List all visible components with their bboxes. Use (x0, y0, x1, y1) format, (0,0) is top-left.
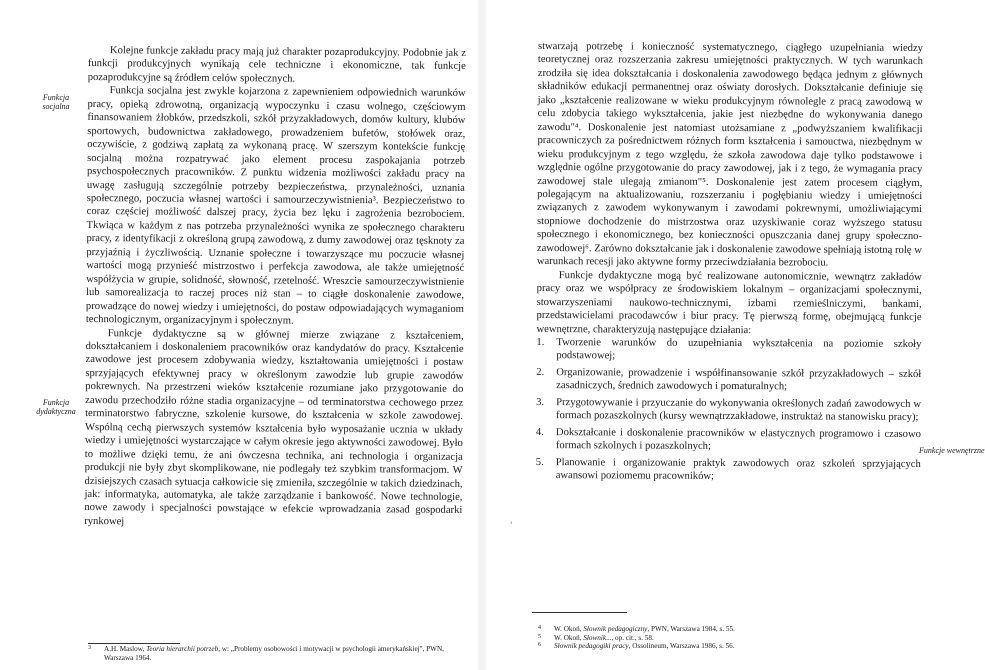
internal-functions-list (536, 336, 922, 485)
paragraph-funkcje-realizacja: Funkcje dydaktyczne mogą być realizowane autonomicznie, wewnątrz zakładów pracy oraz we współpracy ze środowiskiem lokalnym – organizacjami społecznymi, stowarzyszeniami naukowo-technicznymi, izbami rzemieślniczymi, bankami, przedstawicielami pracodawców i biur pracy. Tę pierwszą formę, obejmującą funkcje wewnętrzne, charakteryzują następujące działania: (536, 269, 922, 336)
list-item (536, 336, 921, 365)
page-gutter (478, 0, 486, 670)
list-item-text: Dokształcanie i doskonalenie pracowników w elastycznych programowo i czasowo formach szkolnych i pozaszkolnych; (555, 426, 921, 453)
list-item-text: Organizowanie, prowadzenie i współfinansowanie szkół przyzakładowych – szkół zasadniczych, średnich zawodowych i pomaturalnych; (556, 366, 922, 393)
right-body-text (536, 40, 923, 488)
paragraph-intro: Kolejne funkcje zakładu pracy mają już charakter pozaprodukcyjny. Podobnie jak z funkcji produkcyjnych wynikają cele techniczne i ekonomiczne, tak funkcje pozaprodukcyjne są źródłem celów społecznych. (87, 45, 466, 85)
list-item-text: Tworzenie warunków do uzupełniania wykształcenia na poziomie szkoły podstawowej; (556, 337, 922, 362)
footnote-publication: ..., op. cit., s. 58. (606, 633, 654, 642)
list-item (536, 366, 921, 395)
footnotes-right (538, 625, 918, 651)
paragraph-funkcja-socjalna: Funkcja socjalna jest zwykle kojarzona z zapewnieniem odpowiednich warunków pracy, opieką zdrowotną, organizacją wypoczynku i czasu wolnego, częściowym finansowaniem żłobków, przedszkoli, szkół przyzakładowych, domów kultury, klubów sportowych, budownictwa zakładowego, prowadzeniem bufetów, stołówek oraz, oczywiście, z godziwą zapłatą za wykonaną pracę. W szerszym kontekście funkcję socjalną można rozpatrywać jako element procesu zaspokajania potrzeb psychospołecznych pracowników. Z punktu widzenia możliwości zakładu pracy na uwagę zasługują szczególnie potrzeby bezpieczeństwa, przynależności, uznania społecznego, poczucia własnej wartości i samourzeczywistnienia³. Bezpieczeństwo to coraz częściej możliwość dalszej pracy, życia bez lęku i zagrożenia bezrobociem. Tkwiąca w każdym z nas potrzeba przynależności wynika ze społecznego charakteru pracy, z identyfikacji z określoną grupą zawodową, z dumy zawodowej oraz tęsknoty za przyjaźnią i życzliwością. Uznanie społeczne i towarzyszące mu poczucie własnej wartości mogą przynieść mistrzostwo i perfekcja zawodowa, ale także umiejętność współżycia w grupie, solidność, słowność, rzetelność. Wreszcie samourzeczywistnienie lub samorealizacja to raczej proces niż stan – to ciągłe doskonalenie zawodowe, prowadzące do nowej wiedzy i umiejętności, do postaw odpowiadających wymaganiom technologicznym, organizacyjnym i społecznym. (85, 85, 466, 327)
footnote-publication: , PWN, Warszawa 1984, s. 55. (647, 625, 735, 633)
footnote-title: Słownik pedagogiczny (583, 625, 648, 633)
list-item-text: Przygotowywanie i przyuczanie do wykonywania określonych zadań zawodowych w formach pozaszkolnych (kursy wewnątrzzakładowe, instruktaż na stanowisku pracy); (556, 396, 922, 424)
footnote-4 (538, 625, 918, 634)
left-page (0, 0, 478, 670)
list-item-number: 4. (535, 426, 544, 438)
list-item-text: Planowanie i organizowanie praktyk zawodowych oraz szkoleń sprzyjających awansowi poziomemu pracowników; (555, 456, 921, 482)
footnote-author: W. Okoń, (554, 633, 584, 642)
stray-print-mark: ʻ (510, 520, 513, 529)
margin-note-funkcje-wewnetrzne: Funkcje wewnętrzne (919, 446, 985, 455)
footnote-5 (538, 634, 918, 643)
footnote-number: 6 (538, 642, 541, 649)
footnote-number: 3 (88, 645, 91, 651)
footnote-rule (532, 612, 627, 613)
list-item-number: 1. (536, 336, 545, 349)
paragraph-continuation: stwarzają potrzebę i konieczność systematycznego, ciągłego uzupełniania wiedzy teoretycznej oraz rozszerzania zakresu umiejętności praktycznych. W tych warunkach zrodziła się idea dokształcania i doskonalenia zawodowego będąca jednym z głównych składników edukacji permanentnej oraz oświaty dorosłych. Dokształcanie definiuje się jako „kształcenie realizowane w wieku produkcyjnym równolegle z pracą zawodową w celu zdobycia takiego wykształcenia, jakie jest niezbędne do wykonywania danego zawodu"⁴. Doskonalenie jest natomiast utożsamiane z „podwyższaniem kwalifikacji pracowniczych za pośrednictwem różnych form kształcenia i samouctwa, niezbędnym w wieku produkcyjnym z tego względu, że szkoła zawodowa daje tylko podstawowe i względnie ogólne przygotowanie do pracy zawodowej, jak i z tego, że wymagania pracy zawodowej stale ulegają zmianom"⁵. Doskonalenie jest zatem procesem ciągłym, polegającym na aktualizowaniu, rozszerzaniu i pogłębianiu wiedzy i umiejętności związanych z zawodem wykonywanym i zawodami pokrewnymi, umożliwiającymi stopniowe dochodzenie do mistrzostwa oraz uzyskiwanie coraz wyższego statusu społecznego i ekonomicznego, bez konieczności opuszczania danej grupy społeczno-zawodowej⁶. Zarówno dokształcanie jak i doskonalenie zawodowe spełniają istotną rolę w warunkach recesji jako aktywne formy przeciwdziałania bezrobociu. (536, 40, 923, 269)
footnote-3 (88, 645, 468, 662)
footnote-author: A.H. Maslow, (104, 645, 147, 653)
list-item (536, 396, 921, 425)
footnote-number: 5 (538, 633, 541, 640)
margin-note-dydaktyczna: Funkcja dydaktyczna (36, 398, 76, 416)
footnotes-left (88, 645, 468, 662)
footnote-publication: , w: „Problemy osobowości i motywacji w psychologii amerykańskiej", PWN, Warszawa 1964. (104, 645, 444, 662)
paragraph-funkcje-dydaktyczne: Funkcje dydaktyczne są w głównej mierze związane z kształceniem, dokształcaniem i doskonaleniem pracowników oraz kandydatów do pracy. Kształcenie zawodowe jest procesem zdobywania wiedzy, kształtowania umiejętności i postaw sprzyjających efektywnej pracy w określonym zawodzie lub grupie zawodów pokrewnych. Na przestrzeni wieków kształcenie rozumiane jako przygotowanie do zawodu przechodziło różne stadia organizacyjne – od terminatorstwa cechowego przez terminatorstwo fabryczne, szkolenie kursowe, do kształcenia w szkole zawodowej. Wspólną cechą pierwszych systemów kształcenia było wyposażanie ucznia w układy wiedzy i umiejętności wystarczające w całym okresie jego aktywności zawodowej. Było to możliwe dzięki temu, że ani ówczesna technika, ani technologia i organizacja produkcji nie były zbyt skomplikowane, nie podlegały też szybkim transformacjom. W dzisiejszych czasach sytuacja całkowicie się zmieniła, szczególnie w takich dziedzinach, jak: informatyka, automatyka, ale także zarządzanie i bankowość. Nowe technologie, nowe zawody i specjalności powstające w efekcie wprowadzania zasad gospodarki rynkowej (84, 327, 464, 528)
footnote-title: Teoria hierarchii potrzeb (146, 645, 219, 653)
list-item-number: 5. (535, 456, 544, 468)
footnote-title: Słownik (583, 633, 607, 642)
right-page (486, 0, 985, 670)
footnote-publication: , Ossolineum, Warszawa 1986, s. 56. (628, 642, 735, 651)
list-item (536, 426, 921, 455)
list-item (536, 456, 921, 485)
footnote-6 (538, 642, 918, 651)
list-item-number: 3. (536, 396, 545, 408)
footnote-number: 4 (538, 625, 541, 631)
left-body-text (84, 44, 466, 531)
footnote-title: Słownik pedagogiki pracy (554, 642, 629, 651)
list-item-number: 2. (536, 366, 545, 378)
footnote-author: W. Okoń, (554, 625, 584, 633)
footnote-rule (88, 643, 180, 644)
margin-note-socjalna: Funkcja socjalna (42, 93, 70, 111)
